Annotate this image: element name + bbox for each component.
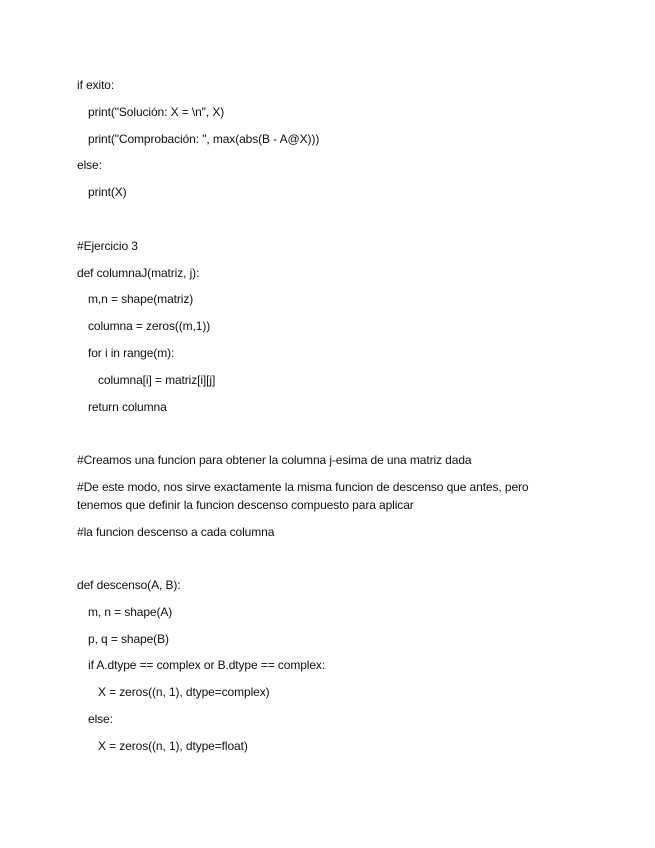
comment-line: #De este modo, nos sirve exactamente la misma funcion de descenso que antes, pero: [77, 480, 529, 494]
code-line: X = zeros((n, 1), dtype=float): [98, 739, 248, 753]
code-line: return columna: [88, 400, 167, 414]
code-line: print(X): [88, 185, 127, 199]
comment-line: #Ejercicio 3: [77, 239, 138, 253]
code-line: p, q = shape(B): [88, 632, 169, 646]
code-line: print("Comprobación: ", max(abs(B - A@X))): [88, 132, 320, 146]
code-line: else:: [77, 158, 102, 172]
code-line: print("Solución: X = \n", X): [88, 105, 225, 119]
code-line: else:: [88, 712, 113, 726]
code-line: m,n = shape(matriz): [88, 292, 194, 306]
code-line: m, n = shape(A): [88, 605, 173, 619]
comment-line: #la funcion descenso a cada columna: [77, 525, 275, 539]
code-line: columna[i] = matriz[i][j]: [98, 373, 216, 387]
code-line: columna = zeros((m,1)): [88, 319, 211, 333]
comment-line: tenemos que definir la funcion descenso compuesto para aplicar: [77, 498, 414, 512]
code-line: if exito:: [77, 78, 115, 92]
comment-line: #Creamos una funcion para obtener la columna j-esima de una matriz dada: [77, 453, 472, 467]
code-line: X = zeros((n, 1), dtype=complex): [98, 685, 270, 699]
code-line: if A.dtype == complex or B.dtype == complex:: [88, 658, 326, 672]
code-line: def descenso(A, B):: [77, 578, 181, 592]
code-line: for i in range(m):: [88, 346, 175, 360]
code-line: def columnaJ(matriz, j):: [77, 266, 200, 280]
